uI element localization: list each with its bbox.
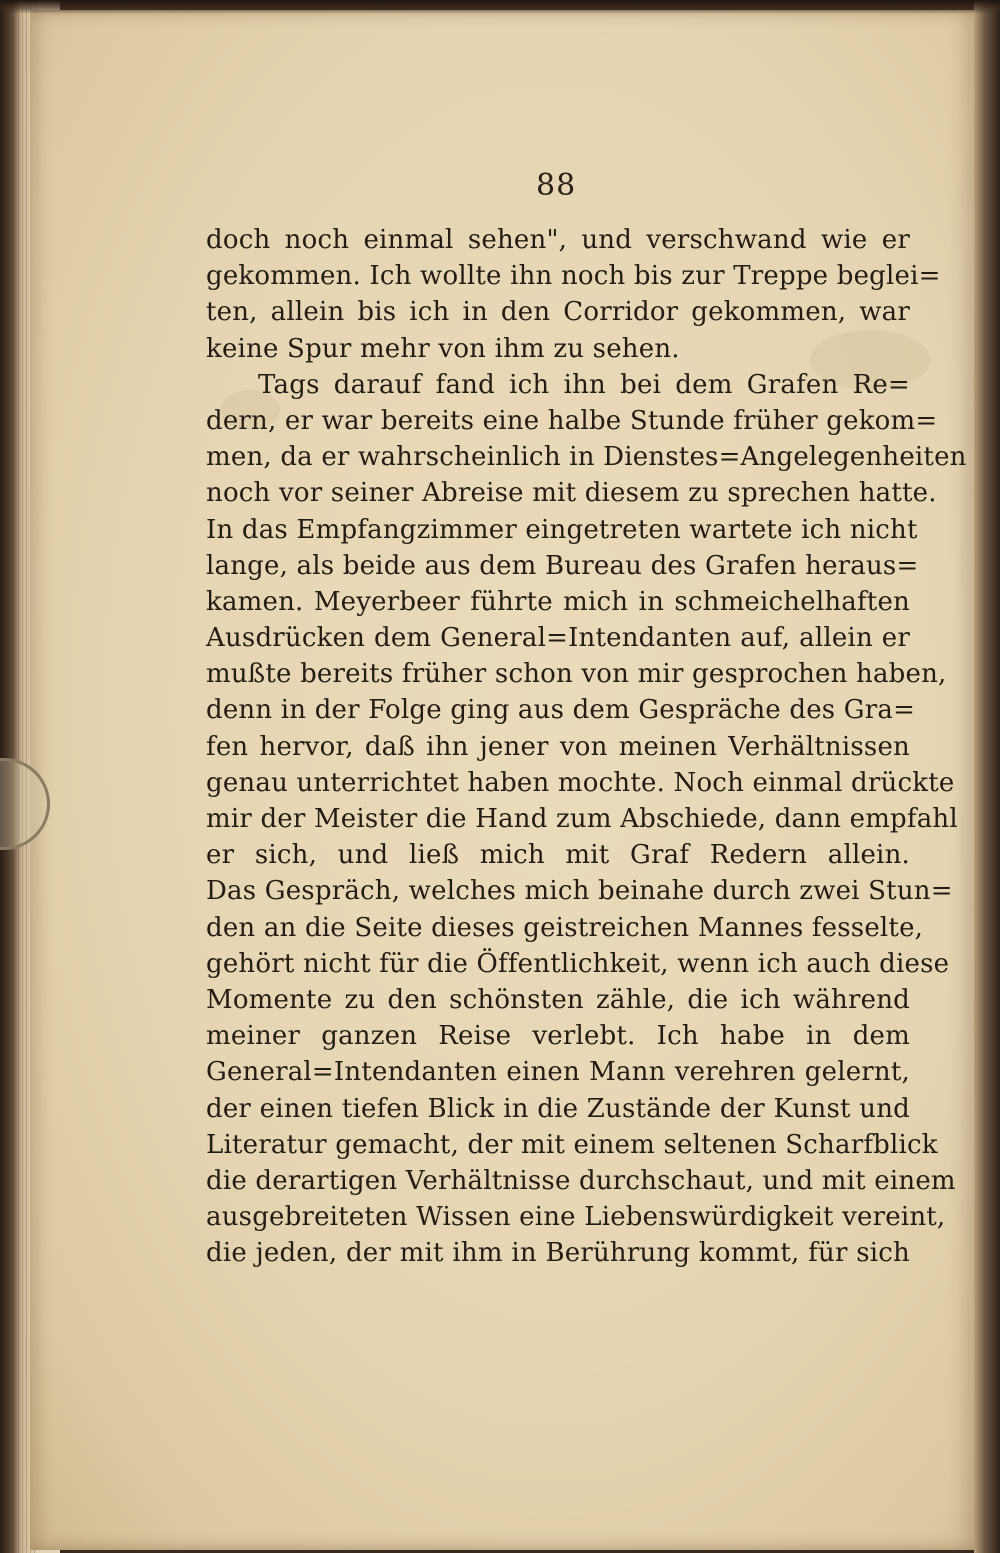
text-line: General=Intendanten einen Mann verehren gelernt, xyxy=(206,1057,910,1088)
right-page-shadow xyxy=(974,0,1000,1553)
text-line: denn in der Folge ging aus dem Gespräche des Gra= xyxy=(206,695,916,726)
text-line: doch noch einmal sehen", und verschwand wie er xyxy=(206,225,910,255)
text-line: die derartigen Verhältnisse durchschaut, und mit einem xyxy=(206,1165,956,1196)
text-line: fen hervor, daß ihn jener von meinen Verhältnissen xyxy=(206,731,910,762)
body-text xyxy=(206,222,967,1271)
text-line: mir der Meister die Hand zum Abschiede, dann empfahl xyxy=(206,804,958,834)
text-line: Das Gespräch, welches mich beinahe durch zwei Stun= xyxy=(206,876,953,907)
text-line: Ausdrücken dem General=Intendanten auf, allein er xyxy=(206,623,910,654)
text-line: noch vor seiner Abreise mit diesem zu sprechen hatte. xyxy=(206,478,937,509)
text-line: ten, allein bis ich in den Corridor gekommen, war xyxy=(206,297,910,328)
text-line: der einen tiefen Blick in die Zustände der Kunst und xyxy=(206,1093,910,1124)
text-line: In das Empfangzimmer eingetreten wartete ich nicht xyxy=(206,514,918,545)
text-line: die jeden, der mit ihm in Berührung kommt, für sich xyxy=(206,1238,910,1269)
text-line: Momente zu den schönsten zähle, die ich während xyxy=(206,984,910,1015)
text-line: genau unterrichtet haben mochte. Noch einmal drückte xyxy=(206,767,955,798)
text-line: ausgebreiteten Wissen eine Liebenswürdigkeit vereint, xyxy=(206,1202,946,1233)
text-line: gekommen. Ich wollte ihn noch bis zur Treppe beglei= xyxy=(206,261,941,292)
text-line: gehört nicht für die Öffentlichkeit, wenn ich auch diese xyxy=(206,948,950,979)
text-line: er sich, und ließ mich mit Graf Redern allein. xyxy=(206,840,910,871)
text-line: dern, er war bereits eine halbe Stunde früher gekom= xyxy=(206,405,938,436)
text-line: den an die Seite dieses geistreichen Mannes fesselte, xyxy=(206,912,924,943)
page-number: 88 xyxy=(536,168,577,203)
text-line: keine Spur mehr von ihm zu sehen. xyxy=(206,333,680,364)
text-line: men, da er wahrscheinlich in Dienstes=Angelegenheiten xyxy=(206,442,967,473)
text-line: Literatur gemacht, der mit einem seltenen Scharfblick xyxy=(206,1129,938,1160)
text-line: Tags darauf fand ich ihn bei dem Grafen Re= xyxy=(258,369,910,400)
text-line: kamen. Meyerbeer führte mich in schmeichelhaften xyxy=(206,586,910,617)
text-line: mußte bereits früher schon von mir gesprochen haben, xyxy=(206,659,947,690)
text-line: meiner ganzen Reise verlebt. Ich habe in dem xyxy=(206,1021,910,1052)
top-page-shadow xyxy=(0,0,1000,14)
text-line: lange, als beide aus dem Bureau des Grafen heraus= xyxy=(206,550,919,581)
